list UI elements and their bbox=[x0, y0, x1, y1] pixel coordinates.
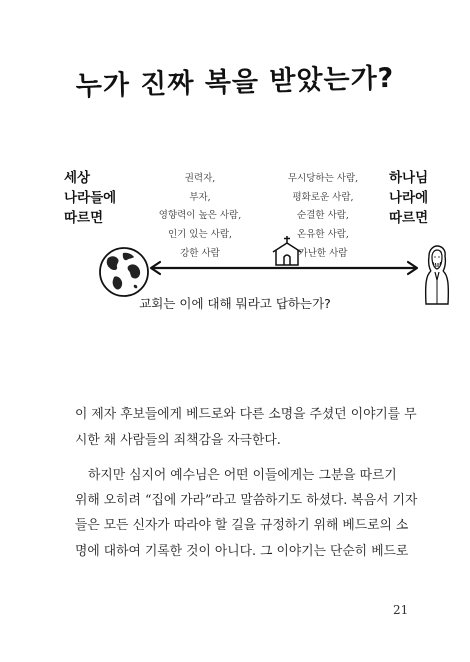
church-icon bbox=[270, 234, 304, 268]
left-list-item: 영향력이 높은 사람, bbox=[158, 210, 242, 222]
page-number: 21 bbox=[393, 603, 409, 617]
body-line: 들은 모든 신자가 따라야 할 길을 규정하기 위해 베드로의 소 bbox=[75, 518, 409, 533]
body-line: 이 제자 후보들에게 베드로와 다른 소명을 주셨던 이야기를 무 bbox=[75, 407, 417, 422]
left-list-item: 권력자, bbox=[184, 173, 216, 184]
right-list-item: 가난한 사람 bbox=[298, 247, 348, 259]
right-label-line: 나라에 bbox=[389, 190, 429, 206]
left-list bbox=[140, 170, 260, 264]
left-list-item: 인기 있는 사람, bbox=[167, 229, 233, 241]
right-label-line: 따르면 bbox=[389, 210, 429, 226]
right-list-item: 평화로운 사람, bbox=[292, 191, 354, 203]
body-line: 명에 대하여 기록한 것이 아니다. 그 이야기는 단순히 베드로 bbox=[75, 544, 409, 559]
left-label-line: 나라들에 bbox=[64, 190, 117, 206]
right-label-line: 하나님 bbox=[389, 170, 429, 186]
diagram-question: 교회는 이에 대해 뭐라고 답하는가? bbox=[139, 296, 331, 311]
left-list-item: 부자, bbox=[189, 191, 211, 203]
left-label-line: 세상 bbox=[64, 170, 91, 186]
page-title: 누가 진짜 복을 받았는가? bbox=[75, 62, 395, 103]
right-list-item: 무시당하는 사람, bbox=[287, 173, 359, 184]
body-line: 위해 오히려 “집에 가라”라고 말씀하기도 하셨다. 복음서 기자 bbox=[75, 493, 418, 508]
body-line: 시한 채 사람들의 죄책감을 자극한다. bbox=[75, 433, 281, 448]
right-list-item: 온유한 사람, bbox=[297, 229, 349, 241]
left-list-item: 강한 사람 bbox=[180, 247, 220, 259]
body-line: 하지만 심지어 예수님은 어떤 이들에게는 그분을 따르기 bbox=[88, 468, 397, 483]
globe-icon bbox=[96, 244, 152, 300]
right-label bbox=[389, 168, 428, 228]
right-list-item: 순결한 사람, bbox=[297, 210, 349, 222]
left-label-line: 따르면 bbox=[64, 210, 104, 226]
left-label bbox=[64, 168, 116, 228]
